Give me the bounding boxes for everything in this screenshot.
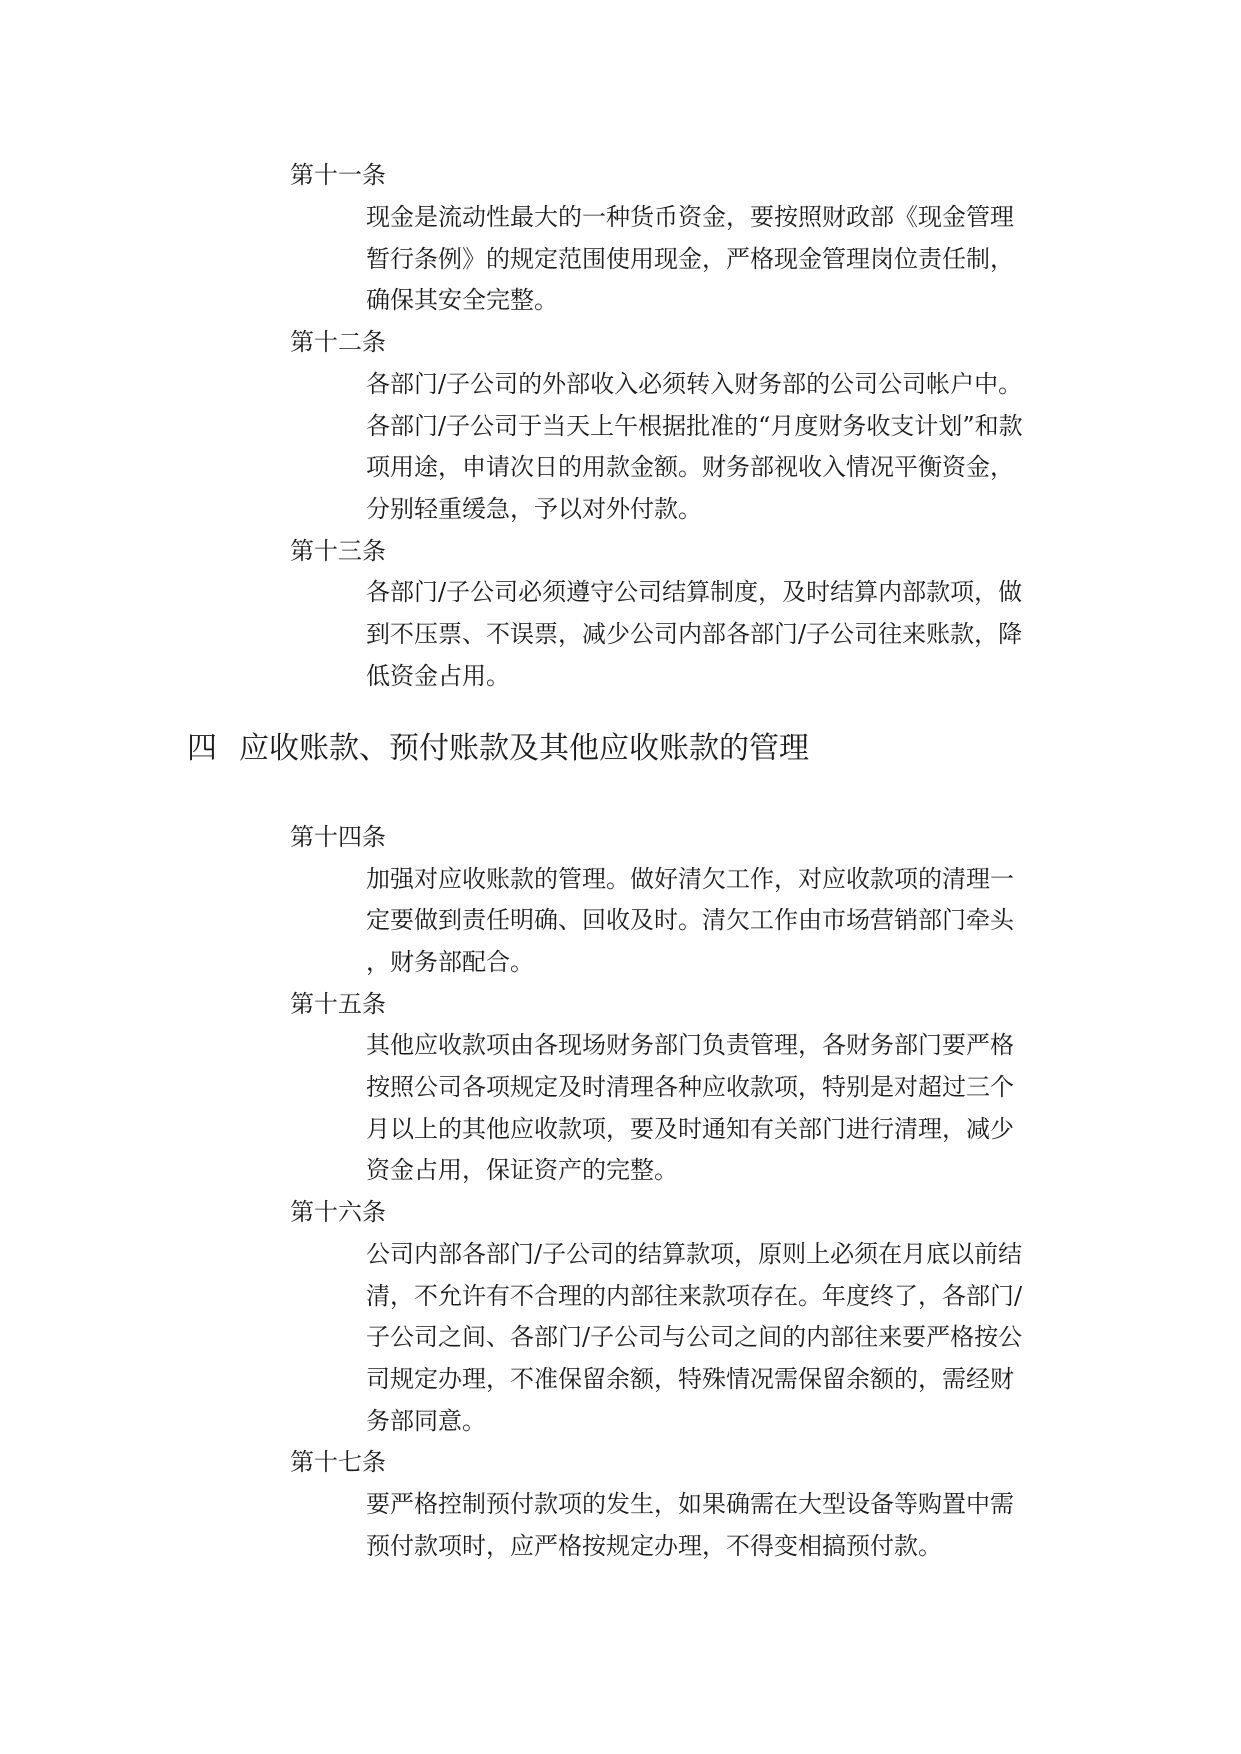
article-text-line: 暂行条例》的规定范围使用现金，严格现金管理岗位责任制， [366, 245, 1014, 273]
article-title: 第十一条 [290, 161, 386, 189]
article-text-line: 项用途，申请次日的用款金额。财务部视收入情况平衡资金， [366, 453, 1014, 481]
section-title: 应收账款、预付账款及其他应收账款的管理 [239, 731, 809, 766]
article-text-line: 要严格控制预付款项的发生，如果确需在大型设备等购置中需 [366, 1490, 1014, 1518]
article-title: 第十七条 [290, 1448, 386, 1476]
article-text-line: ，财务部配合。 [366, 948, 534, 976]
article-text-line: 清，不允许有不合理的内部往来款项存在。年度终了，各部门/ [366, 1282, 1023, 1310]
article-title: 第十六条 [290, 1198, 386, 1226]
article-text-line: 子公司之间、各部门/子公司与公司之间的内部往来要严格按公 [366, 1323, 1023, 1351]
article-text-line: 按照公司各项规定及时清理各种应收款项，特别是对超过三个 [366, 1073, 1014, 1101]
article-text-line: 现金是流动性最大的一种货币资金，要按照财政部《现金管理 [366, 203, 1014, 231]
section-heading [187, 729, 809, 769]
article-text-line: 各部门/子公司的外部收入必须转入财务部的公司公司帐户中。 [366, 370, 1023, 398]
article-text-line: 务部同意。 [366, 1407, 486, 1435]
article-text-line: 其他应收款项由各现场财务部门负责管理，各财务部门要严格 [366, 1031, 1014, 1059]
article-title: 第十二条 [290, 328, 386, 356]
article-text-line: 加强对应收账款的管理。做好清欠工作，对应收款项的清理一 [366, 865, 1014, 893]
article-text-line: 到不压票、不误票，减少公司内部各部门/子公司往来账款，降 [366, 620, 1023, 648]
article-text-line: 低资金占用。 [366, 662, 510, 690]
article-text-line: 各部门/子公司于当天上午根据批准的“月度财务收支计划”和款 [366, 412, 1023, 440]
article-text-line: 预付款项时，应严格按规定办理，不得变相搞预付款。 [366, 1532, 942, 1560]
article-text-line: 分别轻重缓急，予以对外付款。 [366, 495, 702, 523]
article-text-line: 司规定办理，不准保留余额，特殊情况需保留余额的，需经财 [366, 1365, 1014, 1393]
article-title: 第十五条 [290, 990, 386, 1018]
article-text-line: 公司内部各部门/子公司的结算款项，原则上必须在月底以前结 [366, 1240, 1023, 1268]
article-text-line: 确保其安全完整。 [366, 286, 558, 314]
article-text-line: 定要做到责任明确、回收及时。清欠工作由市场营销部门牵头 [366, 906, 1014, 934]
section-number: 四 [187, 731, 217, 766]
article-title: 第十三条 [290, 537, 386, 565]
article-text-line: 资金占用，保证资产的完整。 [366, 1156, 678, 1184]
article-text-line: 月以上的其他应收款项，要及时通知有关部门进行清理，减少 [366, 1115, 1014, 1143]
article-text-line: 各部门/子公司必须遵守公司结算制度，及时结算内部款项，做 [366, 578, 1023, 606]
article-title: 第十四条 [290, 823, 386, 851]
